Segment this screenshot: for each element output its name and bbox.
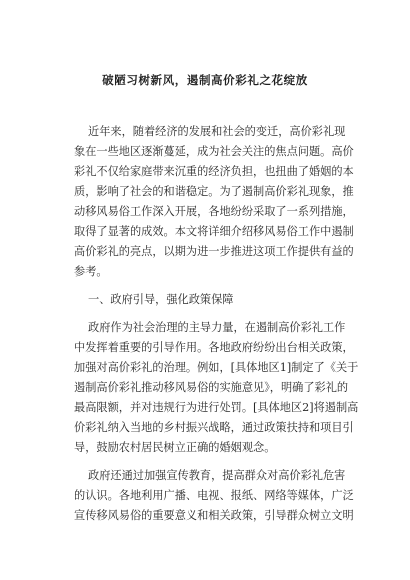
- paragraph-line: 政府作为社会治理的主导力量，在遏制高价彩礼工作: [88, 321, 346, 334]
- paragraph-line: 导，鼓励农村居民树立正确的婚姻观念。: [74, 441, 276, 454]
- paragraph-line: 取得了显著的成效。本文将详细介绍移风易俗工作中遏制: [74, 225, 354, 238]
- paragraph-line: 遏制高价彩礼推动移风易俗的实施意见》，明确了彩礼的: [74, 381, 349, 394]
- section-heading: 一、政府引导，强化政策保障: [88, 293, 234, 306]
- paragraph-line: 中发挥着重要的引导作用。各地政府纷纷出台相关政策，: [74, 341, 354, 354]
- paragraph-line: 加强对高价彩礼的治理。例如，[具体地区1]制定了《关于: [74, 361, 359, 374]
- paragraph-line: 高价彩礼的亮点，以期为进一步推进这项工作提供有益的: [74, 245, 354, 258]
- paragraph-line: 最高限额，并对违规行为进行处罚。[具体地区2]将遏制高: [74, 401, 359, 414]
- paragraph-line: 动移风易俗工作深入开展，各地纷纷采取了一系列措施，: [74, 205, 354, 218]
- paragraph-line: 近年来，随着经济的发展和社会的变迁，高价彩礼现: [88, 125, 346, 138]
- paragraph-line: 宣传移风易俗的重要意义和相关政策，引导群众树立文明: [74, 509, 354, 522]
- paragraph-line: 象在一些地区逐渐蔓延，成为社会关注的焦点问题。高价: [74, 145, 354, 158]
- paragraph-line: 彩礼不仅给家庭带来沉重的经济负担，也扭曲了婚姻的本: [74, 165, 354, 178]
- document-title: 破陋习树新风，遏制高价彩礼之花绽放: [102, 73, 308, 87]
- paragraph-line: 质，影响了社会的和谐稳定。为了遏制高价彩礼现象，推: [74, 185, 354, 198]
- paragraph-line: 政府还通过加强宣传教育，提高群众对高价彩礼危害: [88, 469, 346, 482]
- paragraph-line: 价彩礼纳入当地的乡村振兴战略，通过政策扶持和项目引: [74, 421, 354, 434]
- paragraph-line: 参考。: [74, 265, 108, 278]
- paragraph-line: 的认识。各地利用广播、电视、报纸、网络等媒体，广泛: [74, 489, 354, 502]
